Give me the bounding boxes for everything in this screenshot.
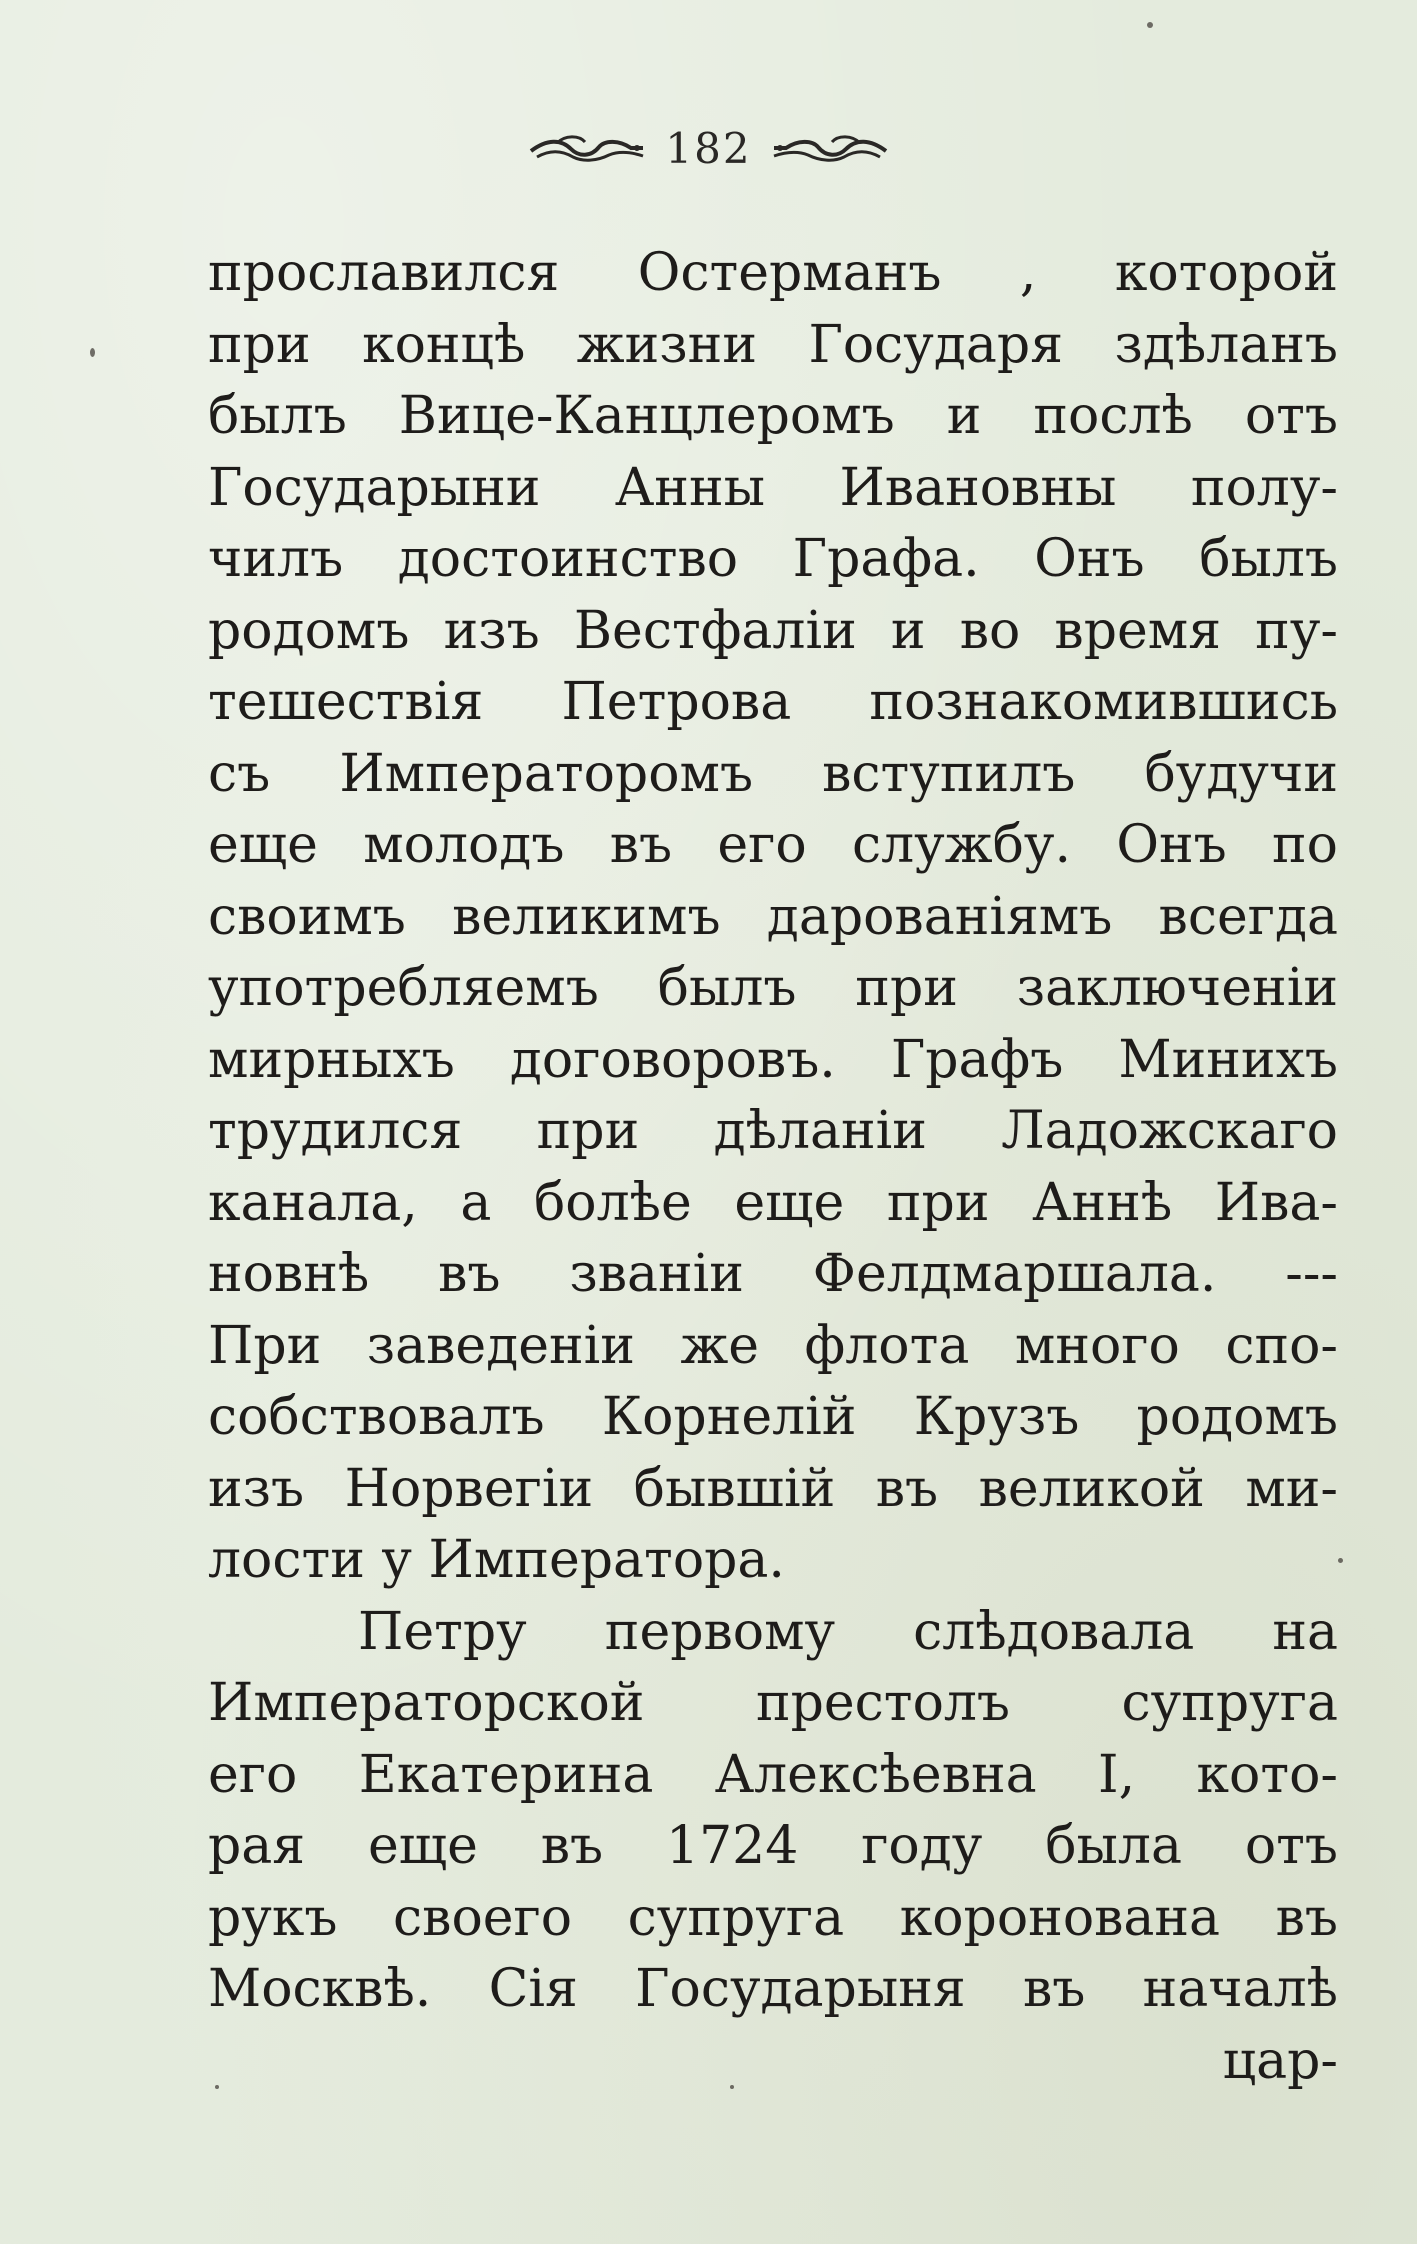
right-flourish-ornament bbox=[770, 131, 890, 165]
catchword: цар- bbox=[1222, 2030, 1338, 2091]
text-line: мирныхъ договоровъ. Графъ Минихъ bbox=[208, 1029, 1338, 1090]
text-line: его Екатерина Алексѣевна I, кото- bbox=[208, 1744, 1338, 1805]
text-line: новнѣ въ званіи Фелдмаршала. --- bbox=[208, 1244, 1338, 1304]
body-text bbox=[208, 238, 1338, 2097]
ink-speck bbox=[730, 2085, 734, 2089]
text-line: своимъ великимъ дарованіямъ всегда bbox=[208, 886, 1338, 947]
text-line: еще молодъ въ его службу. Онъ по bbox=[208, 815, 1338, 875]
ink-speck bbox=[215, 2085, 219, 2089]
text-line: Императорской престолъ супруга bbox=[208, 1673, 1338, 1733]
text-line: При заведеніи же флота много спо- bbox=[208, 1315, 1338, 1376]
paragraph-end-line: лости у Императора. bbox=[208, 1530, 785, 1590]
text-line: родомъ изъ Вестфаліи и во время пу- bbox=[208, 600, 1338, 661]
text-line: рукъ своего супруга коронована въ bbox=[208, 1887, 1338, 1948]
ink-speck bbox=[1338, 1558, 1343, 1563]
ink-speck bbox=[90, 348, 95, 357]
text-line: Москвѣ. Сія Государыня въ началѣ bbox=[208, 1959, 1338, 2019]
paragraph-start-line: Петру первому слѣдовала на bbox=[358, 1601, 1338, 1662]
text-line: Государыни Анны Ивановны полу- bbox=[208, 457, 1338, 518]
text-line: прославился Остерманъ , которой bbox=[208, 243, 1338, 303]
text-line: употребляемъ былъ при заключеніи bbox=[208, 958, 1338, 1018]
page-header bbox=[0, 118, 1417, 178]
ink-speck bbox=[1147, 22, 1153, 28]
text-line: тешествія Петрова познакомившись bbox=[208, 672, 1338, 732]
text-line: чилъ достоинство Графа. Онъ былъ bbox=[208, 529, 1338, 589]
text-line: рая еще въ 1724 году была отъ bbox=[208, 1816, 1338, 1876]
text-line: канала, а болѣе еще при Аннѣ Ива- bbox=[208, 1172, 1338, 1233]
text-line: при концѣ жизни Государя здѣланъ bbox=[208, 314, 1338, 375]
text-line: трудился при дѣланіи Ладожскаго bbox=[208, 1101, 1338, 1161]
left-flourish-ornament bbox=[527, 131, 647, 165]
text-line: собствовалъ Корнелій Крузъ родомъ bbox=[208, 1387, 1338, 1447]
text-line: былъ Вице-Канцлеромъ и послѣ отъ bbox=[208, 386, 1338, 446]
text-line: съ Императоромъ вступилъ будучи bbox=[208, 743, 1338, 804]
text-line: изъ Норвегіи бывшій въ великой ми- bbox=[208, 1458, 1338, 1519]
page-number: 182 bbox=[665, 123, 752, 173]
